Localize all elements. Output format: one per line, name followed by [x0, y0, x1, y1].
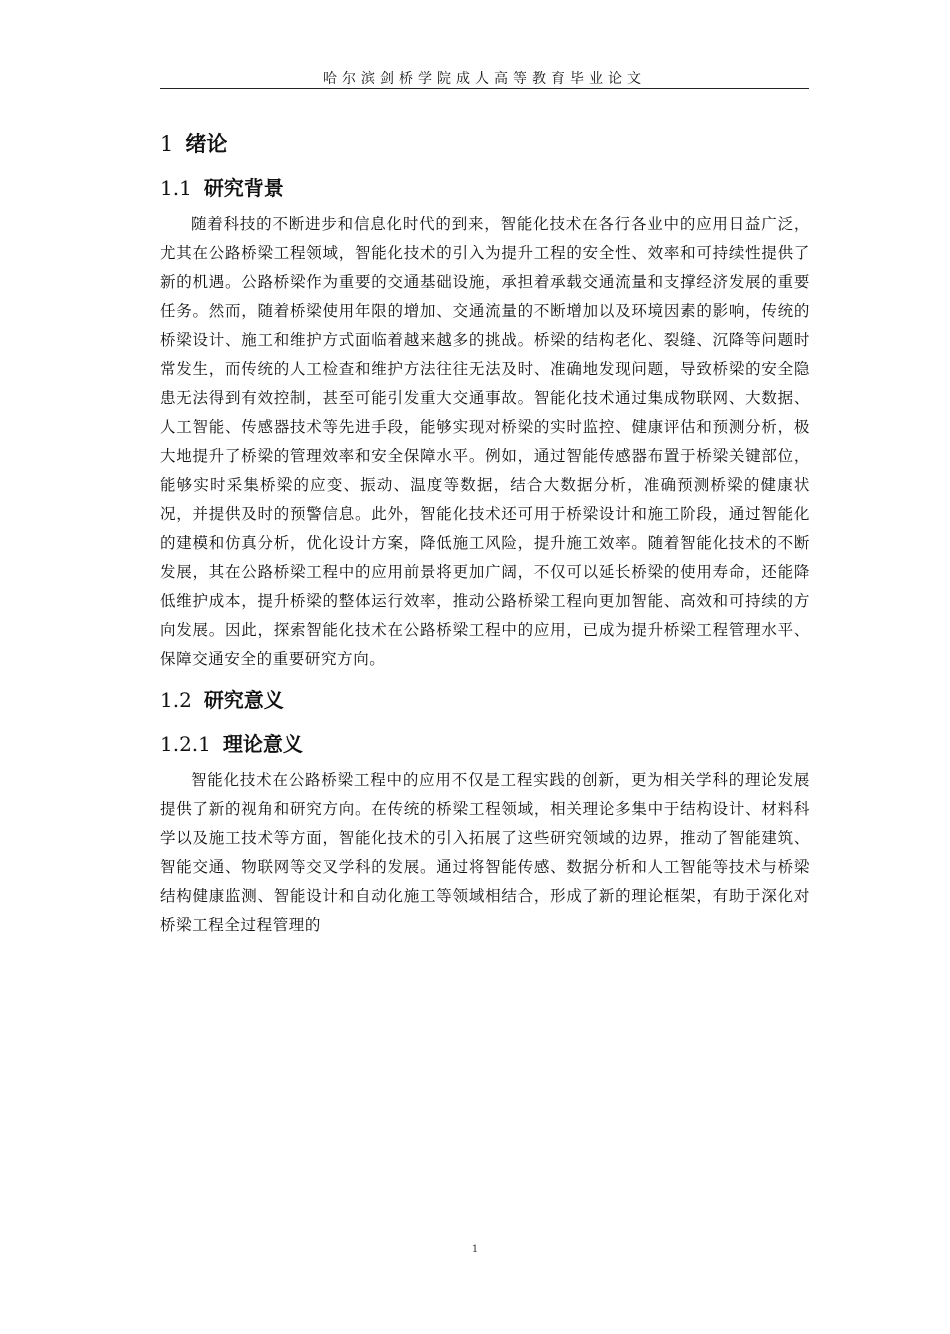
subsection-number: 1.2.1	[160, 732, 211, 756]
body-paragraph-background: 随着科技的不断进步和信息化时代的到来，智能化技术在各行各业中的应用日益广泛，尤其在公路桥梁工程领域，智能化技术的引入为提升工程的安全性、效率和可持续性提供了新的机遇。公路桥梁作为重要的交通基础设施，承担着承载交通流量和支撑经济发展的重要任务。然而，随着桥梁使用年限的增加、交通流量的不断增加以及环境因素的影响，传统的桥梁设计、施工和维护方式面临着越来越多的挑战。桥梁的结构老化、裂缝、沉降等问题时常发生，而传统的人工检查和维护方法往往无法及时、准确地发现问题，导致桥梁的安全隐患无法得到有效控制，甚至可能引发重大交通事故。智能化技术通过集成物联网、大数据、人工智能、传感器技术等先进手段，能够实现对桥梁的实时监控、健康评估和预测分析，极大地提升了桥梁的管理效率和安全保障水平。例如，通过智能传感器布置于桥梁关键部位，能够实时采集桥梁的应变、振动、温度等数据，结合大数据分析，准确预测桥梁的健康状况，并提供及时的预警信息。此外，智能化技术还可用于桥梁设计和施工阶段，通过智能化的建模和仿真分析，优化设计方案，降低施工风险，提升施工效率。随着智能化技术的不断发展，其在公路桥梁工程中的应用前景将更加广阔，不仅可以延长桥梁的使用寿命，还能降低维护成本，提升桥梁的整体运行效率，推动公路桥梁工程向更加智能、高效和可持续的方向发展。因此，探索智能化技术在公路桥梁工程中的应用，已成为提升桥梁工程管理水平、保障交通安全的重要研究方向。	[160, 215, 810, 668]
body-paragraph-theory: 智能化技术在公路桥梁工程中的应用不仅是工程实践的创新，更为相关学科的理论发展提供了新的视角和研究方向。在传统的桥梁工程领域，相关理论多集中于结构设计、材料科学以及施工技术等方面，智能化技术的引入拓展了这些研究领域的边界，推动了智能建筑、智能交通、物联网等交叉学科的发展。通过将智能传感、数据分析和人工智能等技术与桥梁结构健康监测、智能设计和自动化施工等领域相结合，形成了新的理论框架，有助于深化对桥梁工程全过程管理的	[160, 771, 810, 934]
section-number: 1.1	[160, 176, 192, 200]
chapter-heading	[160, 122, 810, 166]
section-title: 研究背景	[203, 176, 284, 200]
chapter-number: 1	[160, 132, 174, 156]
header-rule	[160, 88, 809, 89]
page-content	[160, 120, 810, 940]
running-header: 哈尔滨剑桥学院成人高等教育毕业论文	[323, 71, 646, 87]
section-title: 研究意义	[203, 688, 284, 712]
chapter-title: 绪论	[185, 132, 228, 156]
section-heading-1-1	[160, 166, 810, 210]
subsection-title: 理论意义	[222, 732, 303, 756]
section-heading-1-2	[160, 678, 810, 722]
section-number: 1.2	[160, 688, 192, 712]
subsection-heading-1-2-1	[160, 722, 810, 766]
page-number: 1	[471, 1244, 479, 1255]
